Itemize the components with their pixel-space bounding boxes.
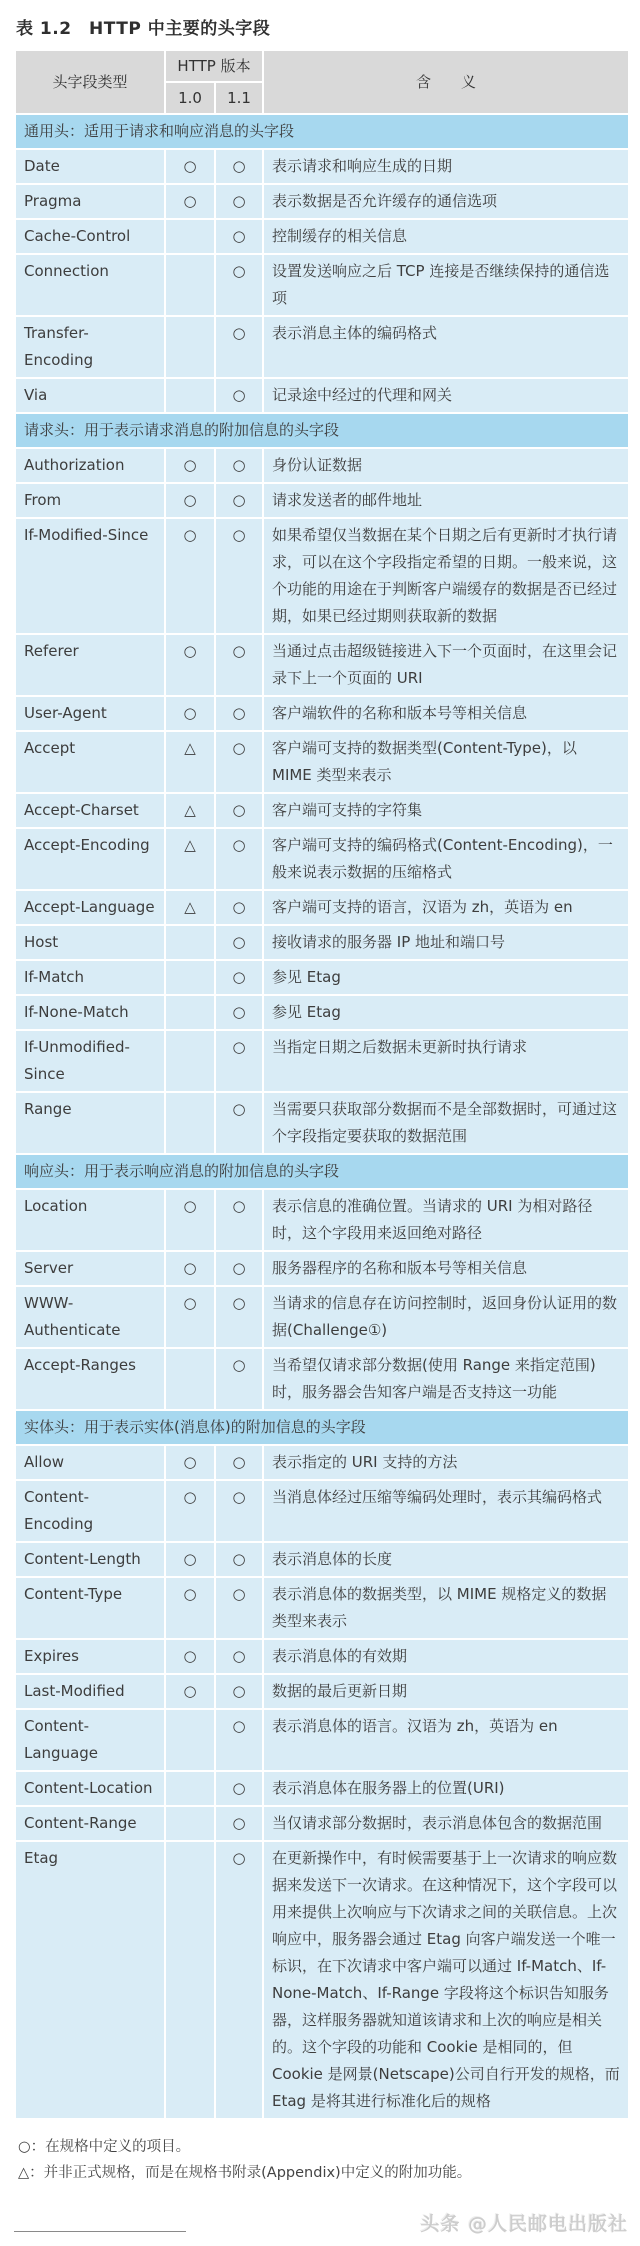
meaning-cell: 当通过点击超级链接进入下一个页面时，在这里会记录下上一个页面的 URI [264,635,628,695]
field-name-cell: Allow [16,1446,164,1479]
meaning-cell: 参见 Etag [264,961,628,994]
http11-mark-cell: ○ [216,1252,262,1285]
http10-mark-cell [166,1842,214,2118]
footnote-triangle: △：并非正式规格，而是在规格书附录(Appendix)中定义的附加功能。 [18,2165,472,2181]
http10-mark-cell [166,996,214,1029]
meaning-cell: 当指定日期之后数据未更新时执行请求 [264,1031,628,1091]
field-name-cell: If-Match [16,961,164,994]
table-title: 表 1.2 HTTP 中主要的头字段 [16,19,271,39]
column-header-v1-1: 1.1 [216,83,262,113]
http10-mark-cell: △ [166,891,214,924]
field-name-cell: Accept [16,732,164,792]
http10-mark-cell: ○ [166,1446,214,1479]
http10-mark-cell [166,1710,214,1770]
meaning-cell: 客户端可支持的编码格式(Content-Encoding)，一般来说表示数据的压缩格式 [264,829,628,889]
field-name-cell: Expires [16,1640,164,1673]
table-row [16,1578,628,1638]
http10-mark-cell: △ [166,794,214,827]
table-row [16,484,628,517]
table-row [16,1772,628,1805]
field-name-cell: Transfer-Encoding [16,317,164,377]
field-name-cell: Server [16,1252,164,1285]
meaning-cell: 当需要只获取部分数据而不是全部数据时，可通过这个字段指定要获取的数据范围 [264,1093,628,1153]
meaning-cell: 客户端可支持的字符集 [264,794,628,827]
field-name-cell: Content-Length [16,1543,164,1576]
http11-mark-cell: ○ [216,1578,262,1638]
http11-mark-cell: ○ [216,1675,262,1708]
http11-mark-cell: ○ [216,255,262,315]
meaning-cell: 客户端软件的名称和版本号等相关信息 [264,697,628,730]
http11-mark-cell: ○ [216,220,262,253]
http11-mark-cell: ○ [216,891,262,924]
table-row [16,1842,628,2118]
http10-mark-cell [166,1807,214,1840]
field-name-cell: Content-Encoding [16,1481,164,1541]
meaning-cell: 表示消息体的长度 [264,1543,628,1576]
meaning-cell: 参见 Etag [264,996,628,1029]
field-name-cell: Via [16,379,164,412]
http11-mark-cell: ○ [216,1287,262,1347]
meaning-cell: 当消息体经过压缩等编码处理时，表示其编码格式 [264,1481,628,1541]
field-name-cell: User-Agent [16,697,164,730]
table-row [16,1640,628,1673]
field-name-cell: If-None-Match [16,996,164,1029]
meaning-cell: 表示信息的准确位置。当请求的 URI 为相对路径时，这个字段用来返回绝对路径 [264,1190,628,1250]
table-row [16,1252,628,1285]
field-name-cell: Accept-Encoding [16,829,164,889]
field-name-cell: Accept-Language [16,891,164,924]
http10-mark-cell [166,1772,214,1805]
table-footnotes [18,2134,628,2186]
table-row [16,1287,628,1347]
http10-mark-cell: ○ [166,1481,214,1541]
http11-mark-cell: ○ [216,1543,262,1576]
http10-mark-cell: △ [166,829,214,889]
http10-mark-cell: ○ [166,150,214,183]
http11-mark-cell: ○ [216,1842,262,2118]
meaning-cell: 服务器程序的名称和版本号等相关信息 [264,1252,628,1285]
table-row [16,1446,628,1479]
http10-mark-cell: ○ [166,449,214,482]
table-row [16,1093,628,1153]
field-name-cell: Connection [16,255,164,315]
http11-mark-cell: ○ [216,1031,262,1091]
meaning-cell: 表示消息体的有效期 [264,1640,628,1673]
meaning-cell: 在更新操作中，有时候需要基于上一次请求的响应数据来发送下一次请求。在这种情况下，这个字段可以用来提供上次响应与下次请求之间的关联信息。上次响应中，服务器会通过 Etag 向客户端发送一个唯一标识，在下次请求中客户端可以通过 If-Match、If-None-Match、If-Range 字段将这个标识告知服务器，这样服务器就知道该请求和上次的响应是相关的。这个字段的功能和 Cookie 是相同的，但 Cookie 是网景(Netscape)公司自行开发的规格，而 Etag 是将其进行标准化后的规格 [264,1842,628,2118]
http11-mark-cell: ○ [216,185,262,218]
field-name-cell: Accept-Charset [16,794,164,827]
meaning-cell: 表示请求和响应生成的日期 [264,150,628,183]
http11-mark-cell: ○ [216,150,262,183]
table-row [16,1481,628,1541]
meaning-cell: 当仅请求部分数据时，表示消息体包含的数据范围 [264,1807,628,1840]
section-title: 响应头：用于表示响应消息的附加信息的头字段 [16,1155,628,1188]
http10-mark-cell [166,1031,214,1091]
field-name-cell: Content-Language [16,1710,164,1770]
meaning-cell: 表示指定的 URI 支持的方法 [264,1446,628,1479]
http11-mark-cell: ○ [216,794,262,827]
section-row [16,115,628,148]
meaning-cell: 表示消息体在服务器上的位置(URI) [264,1772,628,1805]
http10-mark-cell: ○ [166,185,214,218]
http11-mark-cell: ○ [216,829,262,889]
field-name-cell: From [16,484,164,517]
meaning-cell: 当请求的信息存在访问控制时，返回身份认证用的数据(Challenge①) [264,1287,628,1347]
http11-mark-cell: ○ [216,1349,262,1409]
http10-mark-cell: ○ [166,1675,214,1708]
http10-mark-cell [166,220,214,253]
field-name-cell: Last-Modified [16,1675,164,1708]
http11-mark-cell: ○ [216,961,262,994]
field-name-cell: Authorization [16,449,164,482]
column-header-v1-0: 1.0 [166,83,214,113]
table-row [16,449,628,482]
table-row [16,697,628,730]
http10-mark-cell [166,961,214,994]
http11-mark-cell: ○ [216,996,262,1029]
table-row [16,1031,628,1091]
field-name-cell: WWW-Authenticate [16,1287,164,1347]
meaning-cell: 数据的最后更新日期 [264,1675,628,1708]
table-row [16,794,628,827]
http11-mark-cell: ○ [216,484,262,517]
http10-mark-cell [166,1093,214,1153]
section-title: 通用头：适用于请求和响应消息的头字段 [16,115,628,148]
table-row [16,1807,628,1840]
field-name-cell: If-Unmodified-Since [16,1031,164,1091]
table-row [16,1543,628,1576]
meaning-cell: 客户端可支持的数据类型(Content-Type)，以 MIME 类型来表示 [264,732,628,792]
table-row [16,317,628,377]
http11-mark-cell: ○ [216,635,262,695]
table-row [16,829,628,889]
meaning-cell: 当希望仅请求部分数据(使用 Range 来指定范围)时，服务器会告知客户端是否支持这一功能 [264,1349,628,1409]
http10-mark-cell: ○ [166,1252,214,1285]
http11-mark-cell: ○ [216,1772,262,1805]
http10-mark-cell: ○ [166,697,214,730]
footnote-divider-rule [14,2231,186,2232]
meaning-cell: 表示消息体的语言。汉语为 zh，英语为 en [264,1710,628,1770]
meaning-cell: 设置发送响应之后 TCP 连接是否继续保持的通信选项 [264,255,628,315]
section-row [16,1155,628,1188]
table-row [16,1675,628,1708]
table-row [16,255,628,315]
http11-mark-cell: ○ [216,1640,262,1673]
column-header-http-version: HTTP 版本 [166,51,262,81]
table-row [16,961,628,994]
field-name-cell: Location [16,1190,164,1250]
table-row [16,379,628,412]
http10-mark-cell [166,379,214,412]
http10-mark-cell: ○ [166,635,214,695]
field-name-cell: Cache-Control [16,220,164,253]
http10-mark-cell: ○ [166,1190,214,1250]
table-row [16,1710,628,1770]
http10-mark-cell: ○ [166,519,214,633]
field-name-cell: Date [16,150,164,183]
http11-mark-cell: ○ [216,1807,262,1840]
http11-mark-cell: ○ [216,1710,262,1770]
meaning-cell: 控制缓存的相关信息 [264,220,628,253]
table-row [16,926,628,959]
field-name-cell: Accept-Ranges [16,1349,164,1409]
table-header [16,51,628,113]
table-row [16,996,628,1029]
http10-mark-cell [166,1349,214,1409]
field-name-cell: Etag [16,1842,164,2118]
http10-mark-cell [166,317,214,377]
http-header-fields-table [14,49,630,2120]
http11-mark-cell: ○ [216,1093,262,1153]
http10-mark-cell [166,926,214,959]
field-name-cell: Range [16,1093,164,1153]
meaning-cell: 表示数据是否允许缓存的通信选项 [264,185,628,218]
http11-mark-cell: ○ [216,519,262,633]
column-header-field-type: 头字段类型 [16,51,164,113]
http11-mark-cell: ○ [216,732,262,792]
page-bottom [14,2209,628,2236]
meaning-cell: 身份认证数据 [264,449,628,482]
meaning-cell: 请求发送者的邮件地址 [264,484,628,517]
table-row [16,185,628,218]
field-name-cell: Pragma [16,185,164,218]
http10-mark-cell: ○ [166,1287,214,1347]
table-body [16,115,628,2118]
table-row [16,891,628,924]
http11-mark-cell: ○ [216,697,262,730]
http11-mark-cell: ○ [216,1446,262,1479]
http10-mark-cell: ○ [166,484,214,517]
table-row [16,519,628,633]
table-row [16,635,628,695]
field-name-cell: Content-Location [16,1772,164,1805]
http10-mark-cell: ○ [166,1640,214,1673]
http10-mark-cell: ○ [166,1543,214,1576]
http11-mark-cell: ○ [216,1190,262,1250]
table-row [16,220,628,253]
table-row [16,1349,628,1409]
field-name-cell: Content-Type [16,1578,164,1638]
footnote-circle: ○：在规格中定义的项目。 [18,2139,191,2155]
publisher-watermark: 头条 @人民邮电出版社 [420,2213,628,2235]
http11-mark-cell: ○ [216,317,262,377]
meaning-cell: 表示消息主体的编码格式 [264,317,628,377]
http11-mark-cell: ○ [216,379,262,412]
table-row [16,732,628,792]
table-row [16,1190,628,1250]
field-name-cell: Content-Range [16,1807,164,1840]
meaning-cell: 表示消息体的数据类型，以 MIME 规格定义的数据类型来表示 [264,1578,628,1638]
meaning-cell: 记录途中经过的代理和网关 [264,379,628,412]
meaning-cell: 如果希望仅当数据在某个日期之后有更新时才执行请求，可以在这个字段指定希望的日期。一般来说，这个功能的用途在于判断客户端缓存的数据是否已经过期，如果已经过期则获取新的数据 [264,519,628,633]
section-title: 实体头：用于表示实体(消息体)的附加信息的头字段 [16,1411,628,1444]
table-row [16,150,628,183]
field-name-cell: Referer [16,635,164,695]
column-header-meaning: 含 义 [264,51,628,113]
field-name-cell: If-Modified-Since [16,519,164,633]
meaning-cell: 客户端可支持的语言，汉语为 zh，英语为 en [264,891,628,924]
meaning-cell: 接收请求的服务器 IP 地址和端口号 [264,926,628,959]
http10-mark-cell: ○ [166,1578,214,1638]
section-row [16,414,628,447]
http11-mark-cell: ○ [216,926,262,959]
http11-mark-cell: ○ [216,1481,262,1541]
http10-mark-cell: △ [166,732,214,792]
http10-mark-cell [166,255,214,315]
field-name-cell: Host [16,926,164,959]
section-title: 请求头：用于表示请求消息的附加信息的头字段 [16,414,628,447]
section-row [16,1411,628,1444]
http11-mark-cell: ○ [216,449,262,482]
